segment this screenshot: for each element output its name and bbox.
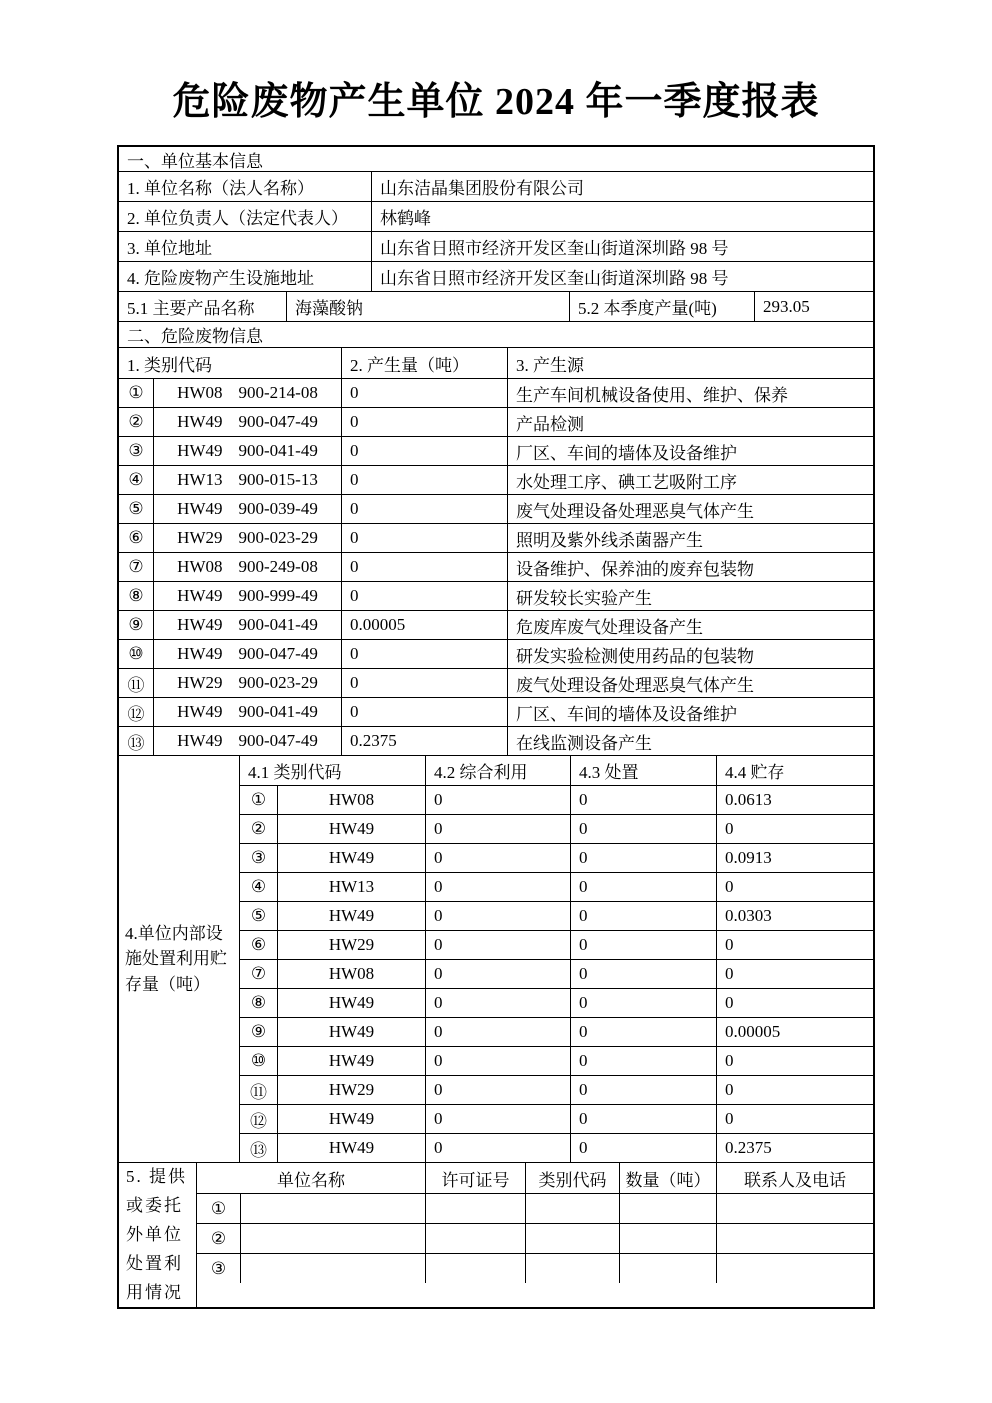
waste-source: 照明及紫外线杀菌器产生	[507, 524, 873, 552]
waste-code: 900-041-49	[238, 441, 318, 460]
waste-hw: HW49	[177, 441, 223, 460]
internal-use: 0	[425, 1105, 570, 1133]
internal-no: ⑨	[250, 1022, 267, 1041]
waste-row	[119, 465, 873, 494]
waste-qty: 0	[341, 524, 507, 552]
internal-row	[240, 1133, 873, 1162]
waste-hw: HW29	[177, 528, 223, 547]
internal-dispose: 0	[570, 1047, 716, 1075]
waste-row	[119, 668, 873, 697]
waste-source: 研发实验检测使用药品的包装物	[507, 640, 873, 668]
waste-col-qty: 2. 产生量（吨）	[341, 348, 507, 378]
external-name	[240, 1194, 425, 1223]
internal-store: 0.00005	[716, 1018, 873, 1046]
product-row	[119, 291, 873, 321]
internal-use: 0	[425, 1134, 570, 1162]
waste-hw: HW49	[177, 702, 223, 721]
waste-hw: HW49	[177, 615, 223, 634]
internal-col-use: 4.2 综合利用	[425, 756, 570, 785]
internal-disposal-section	[119, 755, 873, 1162]
section2-header: 二、危险废物信息	[127, 327, 263, 346]
waste-code-cell	[153, 379, 341, 407]
waste-code-cell	[153, 466, 341, 494]
internal-no: ⑧	[250, 993, 267, 1012]
waste-code-cell	[153, 611, 341, 639]
unit-head-label: 2. 单位负责人（法定代表人）	[127, 209, 348, 228]
facility-address-value: 山东省日照市经济开发区奎山街道深圳路 98 号	[371, 262, 873, 291]
external-row	[197, 1193, 873, 1223]
internal-store: 0	[716, 960, 873, 988]
waste-row	[119, 697, 873, 726]
section1-header-row	[119, 147, 873, 171]
internal-columns-row	[240, 756, 873, 785]
waste-code-cell	[153, 582, 341, 610]
waste-code: 900-047-49	[238, 731, 318, 750]
internal-use: 0	[425, 873, 570, 901]
waste-code-cell	[153, 524, 341, 552]
facility-address-row	[119, 261, 873, 291]
internal-disposal-table	[239, 756, 873, 1162]
internal-row	[240, 988, 873, 1017]
waste-qty: 0	[341, 640, 507, 668]
internal-dispose: 0	[570, 1076, 716, 1104]
product-value: 海藻酸钠	[286, 292, 569, 321]
internal-row	[240, 1017, 873, 1046]
waste-qty: 0	[341, 669, 507, 697]
external-no: ②	[210, 1228, 227, 1248]
waste-qty: 0	[341, 698, 507, 726]
waste-qty: 0	[341, 408, 507, 436]
unit-address-row	[119, 231, 873, 261]
waste-col-code: 1. 类别代码	[127, 355, 212, 375]
waste-no: ⑧	[128, 586, 144, 605]
internal-dispose: 0	[570, 960, 716, 988]
waste-no: ③	[128, 441, 144, 460]
internal-row	[240, 843, 873, 872]
waste-hw: HW13	[177, 470, 223, 489]
waste-row	[119, 523, 873, 552]
waste-no: ④	[128, 470, 144, 489]
waste-hw: HW49	[177, 412, 223, 431]
internal-dispose: 0	[570, 844, 716, 872]
waste-code: 900-023-29	[238, 528, 318, 547]
internal-dispose: 0	[570, 786, 716, 814]
unit-name-row	[119, 171, 873, 201]
waste-qty: 0	[341, 379, 507, 407]
internal-store: 0	[716, 989, 873, 1017]
external-col-code: 类别代码	[525, 1163, 619, 1193]
internal-row	[240, 872, 873, 901]
internal-dispose: 0	[570, 1105, 716, 1133]
waste-qty: 0	[341, 437, 507, 465]
external-contact	[716, 1254, 873, 1283]
internal-use: 0	[425, 1047, 570, 1075]
page-title: 危险废物产生单位 2024 年一季度报表	[172, 81, 820, 123]
internal-row	[240, 1046, 873, 1075]
external-disposal-table	[196, 1163, 873, 1307]
external-col-name: 单位名称	[277, 1170, 345, 1190]
internal-col-code: 4.1 类别代码	[248, 763, 342, 782]
external-col-permit: 许可证号	[425, 1163, 525, 1193]
internal-hw: HW13	[277, 873, 425, 901]
waste-source: 研发较长实验产生	[507, 582, 873, 610]
waste-source: 生产车间机械设备使用、维护、保养	[507, 379, 873, 407]
internal-hw: HW29	[277, 931, 425, 959]
section2-header-row	[119, 321, 873, 347]
internal-hw: HW49	[277, 902, 425, 930]
waste-source: 厂区、车间的墙体及设备维护	[507, 437, 873, 465]
waste-row	[119, 407, 873, 436]
unit-head-value: 林鹤峰	[371, 202, 873, 231]
internal-row	[240, 785, 873, 814]
waste-row	[119, 610, 873, 639]
internal-hw: HW29	[277, 1076, 425, 1104]
internal-hw: HW49	[277, 1105, 425, 1133]
external-qty	[619, 1254, 716, 1283]
internal-row	[240, 1104, 873, 1133]
internal-no: ⑦	[250, 964, 267, 983]
internal-row	[240, 1075, 873, 1104]
unit-address-label: 3. 单位地址	[127, 239, 212, 258]
internal-row	[240, 814, 873, 843]
waste-hw: HW08	[177, 383, 223, 402]
waste-code: 900-047-49	[238, 644, 318, 663]
internal-hw: HW49	[277, 815, 425, 843]
external-qty	[619, 1194, 716, 1223]
internal-store: 0.0613	[716, 786, 873, 814]
waste-no: ⑤	[128, 499, 144, 518]
waste-code: 900-015-13	[238, 470, 318, 489]
waste-row	[119, 552, 873, 581]
waste-no: ⑨	[128, 615, 144, 634]
waste-source: 厂区、车间的墙体及设备维护	[507, 698, 873, 726]
waste-hw: HW49	[177, 499, 223, 518]
waste-hw: HW49	[177, 731, 223, 750]
external-col-qty: 数量（吨）	[619, 1163, 716, 1193]
waste-qty: 0	[341, 466, 507, 494]
waste-no: ①	[128, 383, 144, 402]
waste-code-cell	[153, 495, 341, 523]
internal-dispose: 0	[570, 815, 716, 843]
internal-dispose: 0	[570, 1018, 716, 1046]
waste-code-cell	[153, 669, 341, 697]
external-no: ③	[210, 1258, 227, 1278]
internal-use: 0	[425, 960, 570, 988]
internal-dispose: 0	[570, 902, 716, 930]
external-qty	[619, 1224, 716, 1253]
internal-hw: HW49	[277, 844, 425, 872]
waste-row	[119, 378, 873, 407]
waste-row	[119, 494, 873, 523]
waste-hw: HW49	[177, 644, 223, 663]
waste-row	[119, 639, 873, 668]
internal-use: 0	[425, 786, 570, 814]
waste-code-cell	[153, 727, 341, 755]
internal-col-store: 4.4 贮存	[716, 756, 873, 785]
waste-row	[119, 581, 873, 610]
internal-no: ⑥	[250, 935, 267, 954]
waste-code-cell	[153, 553, 341, 581]
external-row	[197, 1253, 873, 1283]
waste-source: 废气处理设备处理恶臭气体产生	[507, 495, 873, 523]
waste-row	[119, 726, 873, 755]
external-code	[525, 1254, 619, 1283]
waste-code-cell	[153, 698, 341, 726]
internal-no: ②	[250, 819, 267, 838]
external-code	[525, 1224, 619, 1253]
waste-no: ⑫	[127, 704, 145, 724]
unit-name-value: 山东洁晶集团股份有限公司	[371, 172, 873, 201]
internal-use: 0	[425, 989, 570, 1017]
internal-store: 0.2375	[716, 1134, 873, 1162]
waste-qty: 0.2375	[341, 727, 507, 755]
external-columns-row	[197, 1163, 873, 1193]
internal-dispose: 0	[570, 1134, 716, 1162]
internal-row	[240, 930, 873, 959]
internal-no: ⑫	[250, 1111, 267, 1131]
external-disposal-label: 5. 提供或委托外单位处置利用情况	[126, 1167, 187, 1302]
internal-store: 0	[716, 931, 873, 959]
internal-hw: HW08	[277, 786, 425, 814]
internal-use: 0	[425, 815, 570, 843]
internal-dispose: 0	[570, 989, 716, 1017]
external-permit	[425, 1194, 525, 1223]
internal-use: 0	[425, 902, 570, 930]
waste-qty: 0	[341, 495, 507, 523]
external-disposal-label-cell	[119, 1163, 196, 1307]
waste-code: 900-041-49	[238, 615, 318, 634]
waste-no: ⑪	[127, 675, 145, 695]
section1-header: 一、单位基本信息	[127, 151, 263, 171]
waste-source: 在线监测设备产生	[507, 727, 873, 755]
internal-no: ④	[250, 877, 267, 896]
internal-store: 0.0303	[716, 902, 873, 930]
internal-hw: HW08	[277, 960, 425, 988]
facility-address-label: 4. 危险废物产生设施地址	[127, 269, 314, 288]
external-name	[240, 1224, 425, 1253]
waste-hw: HW08	[177, 557, 223, 576]
internal-store: 0	[716, 873, 873, 901]
waste-code-cell	[153, 437, 341, 465]
waste-col-source: 3. 产生源	[507, 348, 873, 378]
internal-disposal-label: 4.单位内部设施处置利用贮存量（吨）	[125, 923, 227, 994]
waste-code: 900-041-49	[238, 702, 318, 721]
waste-qty: 0.00005	[341, 611, 507, 639]
waste-hw: HW49	[177, 586, 223, 605]
waste-code: 900-047-49	[238, 412, 318, 431]
internal-hw: HW49	[277, 989, 425, 1017]
waste-code-cell	[153, 408, 341, 436]
report-table	[117, 145, 875, 1309]
internal-row	[240, 901, 873, 930]
internal-no: ⑩	[250, 1051, 267, 1070]
waste-no: ⑥	[128, 528, 144, 547]
internal-store: 0	[716, 815, 873, 843]
waste-source: 产品检测	[507, 408, 873, 436]
internal-use: 0	[425, 844, 570, 872]
product-label: 5.1 主要产品名称	[127, 299, 255, 318]
external-disposal-section	[119, 1162, 873, 1307]
internal-no: ③	[250, 848, 267, 867]
waste-source: 危废库废气处理设备产生	[507, 611, 873, 639]
internal-hw: HW49	[277, 1047, 425, 1075]
internal-no: ①	[250, 790, 267, 809]
waste-row	[119, 436, 873, 465]
internal-hw: HW49	[277, 1018, 425, 1046]
internal-no: ⑤	[250, 906, 267, 925]
waste-source: 设备维护、保养油的废弃包装物	[507, 553, 873, 581]
internal-no: ⑪	[250, 1082, 267, 1102]
internal-store: 0	[716, 1105, 873, 1133]
waste-code: 900-023-29	[238, 673, 318, 692]
internal-no: ⑬	[250, 1140, 267, 1160]
internal-dispose: 0	[570, 873, 716, 901]
waste-source: 废气处理设备处理恶臭气体产生	[507, 669, 873, 697]
external-row	[197, 1223, 873, 1253]
waste-no: ⑬	[127, 733, 145, 753]
internal-use: 0	[425, 1076, 570, 1104]
internal-row	[240, 959, 873, 988]
internal-col-dispose: 4.3 处置	[570, 756, 716, 785]
waste-source: 水处理工序、碘工艺吸附工序	[507, 466, 873, 494]
internal-use: 0	[425, 1018, 570, 1046]
internal-dispose: 0	[570, 931, 716, 959]
waste-code: 900-214-08	[238, 383, 318, 402]
unit-name-label: 1. 单位名称（法人名称）	[127, 179, 314, 198]
output-value: 293.05	[754, 292, 873, 321]
internal-disposal-label-cell	[119, 756, 239, 1162]
external-permit	[425, 1224, 525, 1253]
waste-code-cell	[153, 640, 341, 668]
unit-address-value: 山东省日照市经济开发区奎山街道深圳路 98 号	[371, 232, 873, 261]
waste-columns-row	[119, 347, 873, 378]
unit-head-row	[119, 201, 873, 231]
output-label: 5.2 本季度产量(吨)	[569, 292, 754, 321]
external-code	[525, 1194, 619, 1223]
waste-code: 900-999-49	[238, 586, 318, 605]
waste-no: ②	[128, 412, 144, 431]
external-permit	[425, 1254, 525, 1283]
waste-hw: HW29	[177, 673, 223, 692]
external-no: ①	[210, 1198, 227, 1218]
internal-store: 0.0913	[716, 844, 873, 872]
external-name	[240, 1254, 425, 1283]
waste-code: 900-039-49	[238, 499, 318, 518]
waste-qty: 0	[341, 553, 507, 581]
external-contact	[716, 1194, 873, 1223]
waste-code: 900-249-08	[238, 557, 318, 576]
internal-store: 0	[716, 1076, 873, 1104]
waste-no: ⑦	[128, 557, 144, 576]
waste-no: ⑩	[128, 644, 144, 663]
external-contact	[716, 1224, 873, 1253]
internal-store: 0	[716, 1047, 873, 1075]
internal-use: 0	[425, 931, 570, 959]
external-col-contact: 联系人及电话	[716, 1163, 873, 1193]
waste-qty: 0	[341, 582, 507, 610]
internal-hw: HW49	[277, 1134, 425, 1162]
